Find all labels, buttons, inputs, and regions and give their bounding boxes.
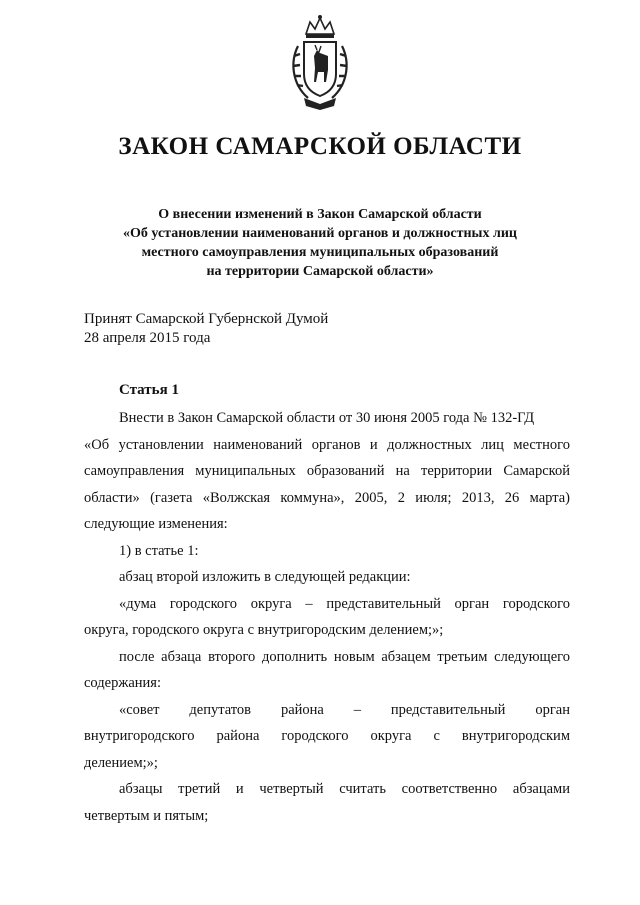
law-title: ЗАКОН САМАРСКОЙ ОБЛАСТИ [118, 133, 522, 160]
body-line: «совет депутатов района – представительный орган [119, 701, 570, 718]
subtitle-line: «Об установлении наименований органов и должностных лиц [123, 226, 517, 241]
body-line: следующие изменения: [84, 516, 228, 532]
adoption-date: 28 апреля 2015 года [84, 330, 211, 346]
article-body [84, 405, 570, 829]
body-line: самоуправления муниципальных образований на территории Самарской [84, 463, 570, 479]
body-line: после абзаца второго дополнить новым абзацем третьим следующего [119, 648, 570, 665]
body-line: делением;»; [84, 754, 158, 771]
body-line: содержания: [84, 675, 162, 691]
body-line: внутригородского района городского округа с внутригородским [84, 728, 570, 744]
adopted-by: Принят Самарской Губернской Думой [84, 311, 329, 327]
body-line: абзац второй изложить в следующей редакции: [119, 569, 411, 585]
body-line: округа, городского округа с внутригородским делением;»; [84, 622, 444, 638]
samara-coat-of-arms-icon [284, 12, 356, 112]
subtitle-line: О внесении изменений в Закон Самарской области [158, 207, 482, 222]
body-line: области» (газета «Волжская коммуна», 2005, 2 июля; 2013, 26 марта) [84, 489, 570, 506]
adoption-info [84, 310, 328, 348]
body-line: «Об установлении наименований органов и должностных лиц местного [84, 436, 570, 453]
subtitle-line: местного самоуправления муниципальных образований [141, 245, 499, 260]
subtitle-line: на территории Самарской области» [206, 264, 434, 279]
body-line: четвертым и пятым; [84, 807, 209, 824]
body-line: «дума городского округа – представительный орган городского [119, 595, 570, 612]
article-heading: Статья 1 [119, 382, 179, 398]
law-subtitle [60, 205, 580, 281]
body-line: Внести в Закон Самарской области от 30 июня 2005 года № 132-ГД [119, 410, 535, 426]
body-line: абзацы третий и четвертый считать соответственно абзацами [119, 781, 570, 797]
body-line: 1) в статье 1: [119, 542, 199, 559]
